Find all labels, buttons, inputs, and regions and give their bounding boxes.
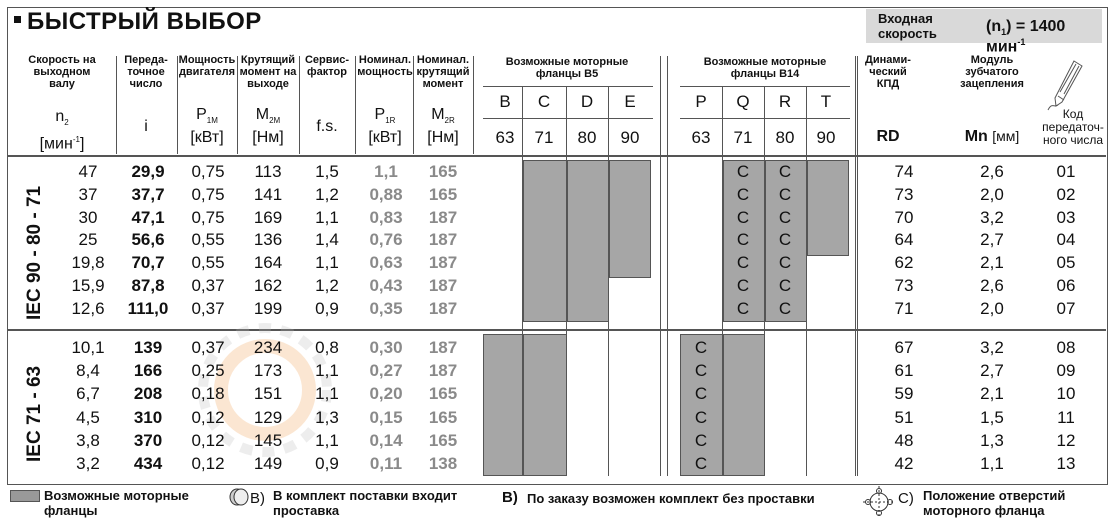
cell-code: 08 xyxy=(1056,338,1076,357)
cell-rd: 70 xyxy=(894,207,914,227)
flange-c-marker: C xyxy=(694,361,708,381)
header-code: Код передаточ- ного числа xyxy=(1042,107,1104,147)
header-power: Мощность двигателя xyxy=(178,54,236,78)
cell-p1r: 0,15 xyxy=(369,407,403,427)
flange-b14-size: 90 xyxy=(816,128,836,147)
cell-mn: 2,6 xyxy=(980,276,1004,295)
cell-m2r: 187 xyxy=(428,230,458,250)
cell-fs: 1,3 xyxy=(315,407,339,427)
cell-n2: 3,8 xyxy=(76,430,100,450)
divider xyxy=(660,56,661,476)
flange-c-marker: C xyxy=(778,276,792,295)
page-title: БЫСТРЫЙ ВЫБОР xyxy=(14,8,262,36)
flange-c-marker: C xyxy=(694,454,708,473)
header-module: Модуль зубчатого зацепления xyxy=(960,54,1024,90)
cell-fs: 0,8 xyxy=(315,338,339,357)
cell-m2r: 138 xyxy=(428,454,458,473)
input-speed-box: Входная скорость $(n_1) = 1400$ мин$^{-1}$ xyxy=(866,9,1102,43)
legend-b-order: По заказу возможен комплект без проставки xyxy=(527,491,815,506)
cell-code: 09 xyxy=(1056,361,1076,381)
flange-c-marker: C xyxy=(736,253,750,273)
cell-code: 07 xyxy=(1056,298,1076,318)
flange-b14-size: 71 xyxy=(733,128,753,147)
cell-rd: 59 xyxy=(894,384,914,404)
cell-m2m: 113 xyxy=(254,162,282,181)
cell-code: 13 xyxy=(1056,454,1076,473)
cell-i: 111,0 xyxy=(127,298,169,318)
cell-rd: 64 xyxy=(894,230,914,250)
cell-fs: 0,9 xyxy=(315,298,339,318)
cell-i: 434 xyxy=(133,454,163,473)
flange-availability-bar xyxy=(609,160,651,278)
cell-mn: 2,7 xyxy=(980,230,1004,250)
cell-mn: 2,1 xyxy=(980,253,1004,273)
cell-mn: 2,0 xyxy=(980,184,1004,204)
cell-mn: 1,5 xyxy=(980,407,1004,427)
cell-mn: 2,6 xyxy=(980,162,1004,181)
cell-fs: 1,1 xyxy=(315,384,339,404)
header-nom-power-symbol: $P_{1R}$ [кВт] xyxy=(368,106,402,147)
cell-p1m: 0,12 xyxy=(191,430,225,450)
divider xyxy=(177,56,178,154)
flange-c-marker: C xyxy=(778,184,792,204)
cell-rd: 51 xyxy=(894,407,914,427)
cell-p1r: 0,14 xyxy=(369,430,403,450)
flange-c-marker: C xyxy=(778,230,792,250)
spacer-icon xyxy=(227,487,251,507)
header-efficiency: Динами- ческий КПД xyxy=(865,54,911,90)
cell-m2r: 187 xyxy=(428,253,458,273)
cell-n2: 8,4 xyxy=(76,361,100,381)
flange-b5-size: 90 xyxy=(620,128,640,147)
cell-p1r: 0,88 xyxy=(369,184,403,204)
flange-c-marker: C xyxy=(736,162,750,181)
cell-code: 01 xyxy=(1056,162,1076,181)
group-label-iec-71-63: IEC 71 - 63 xyxy=(24,365,45,462)
cell-n2: 19,8 xyxy=(71,253,105,273)
cell-m2r: 187 xyxy=(428,207,458,227)
cell-p1r: 0,30 xyxy=(369,338,403,357)
cell-m2r: 187 xyxy=(428,276,458,295)
cell-mn: 1,3 xyxy=(980,430,1004,450)
cell-m2r: 165 xyxy=(428,407,458,427)
cell-m2m: 164 xyxy=(253,253,283,273)
cell-m2m: 199 xyxy=(253,298,283,318)
cell-fs: 0,9 xyxy=(315,454,339,473)
cell-rd: 71 xyxy=(894,298,914,318)
divider xyxy=(857,56,858,476)
cell-p1m: 0,55 xyxy=(191,253,225,273)
cell-p1m: 0,37 xyxy=(191,276,225,295)
divider xyxy=(8,329,1106,331)
cell-p1r: 0,43 xyxy=(369,276,403,295)
cell-fs: 1,1 xyxy=(315,361,339,381)
flange-availability-bar xyxy=(523,334,567,476)
header-b5: Возможные моторные фланцы B5 xyxy=(505,56,629,80)
cell-p1r: 0,27 xyxy=(369,361,403,381)
flange-availability-bar xyxy=(807,160,849,256)
divider xyxy=(473,56,474,154)
cell-p1r: 0,83 xyxy=(369,207,403,227)
cell-fs: 1,2 xyxy=(315,276,339,295)
flange-c-marker: C xyxy=(778,207,792,227)
cell-p1m: 0,18 xyxy=(191,384,225,404)
cell-n2: 4,5 xyxy=(76,407,100,427)
flange-c-marker: C xyxy=(736,276,750,295)
header-power-symbol: $P_{1M}$ [кВт] xyxy=(190,106,224,147)
cell-code: 04 xyxy=(1056,230,1076,250)
cell-n2: 3,2 xyxy=(76,454,100,473)
header-service-symbol: f.s. xyxy=(316,118,338,135)
flange-c-marker: C xyxy=(694,407,708,427)
divider xyxy=(855,56,856,476)
cell-p1r: 1,1 xyxy=(374,162,398,181)
cell-p1m: 0,75 xyxy=(191,207,225,227)
cell-i: 37,7 xyxy=(131,184,165,204)
divider xyxy=(667,56,668,476)
flange-availability-bar xyxy=(723,334,765,476)
cell-m2m: 151 xyxy=(253,384,283,404)
cell-p1r: 0,76 xyxy=(369,230,403,250)
cell-p1m: 0,12 xyxy=(191,407,225,427)
cell-mn: 2,1 xyxy=(980,384,1004,404)
divider xyxy=(483,118,653,119)
cell-n2: 6,7 xyxy=(76,384,100,404)
flange-availability-bar xyxy=(523,160,567,322)
cell-n2: 25 xyxy=(78,230,98,250)
cell-n2: 37 xyxy=(78,184,98,204)
flange-availability-bar xyxy=(567,160,609,322)
cell-p1m: 0,75 xyxy=(191,162,225,181)
cell-p1m: 0,75 xyxy=(191,184,225,204)
header-speed-symbol: $n_2$ [мин$^{-1}$] xyxy=(39,108,85,153)
flange-b5-size: 80 xyxy=(577,128,597,147)
legend-c-symbol: C) xyxy=(898,490,914,507)
cell-i: 70,7 xyxy=(131,253,165,273)
cell-fs: 1,2 xyxy=(315,184,339,204)
cell-p1m: 0,12 xyxy=(191,454,225,473)
cell-mn: 3,2 xyxy=(980,338,1004,357)
legend-b-kit-symbol: B) xyxy=(250,490,265,507)
header-torque: Крутящий момент на выходе xyxy=(239,54,297,90)
legend-b-kit: В комплект поставки входит проставка xyxy=(273,488,458,518)
cell-rd: 48 xyxy=(894,430,914,450)
cell-n2: 30 xyxy=(78,207,98,227)
flange-b5-letter: D xyxy=(580,92,594,111)
cell-code: 11 xyxy=(1057,407,1075,427)
cell-i: 47,1 xyxy=(131,207,165,227)
group-label-iec-90-80-71: IEC 90 - 80 - 71 xyxy=(24,185,45,320)
divider xyxy=(413,56,414,154)
flange-c-marker: C xyxy=(736,207,750,227)
cell-m2m: 149 xyxy=(253,454,283,473)
cell-rd: 61 xyxy=(894,361,914,381)
header-ratio: Переда- точное число xyxy=(124,54,168,90)
legend-c-position: Положение отверстий моторного фланца xyxy=(923,488,1066,518)
flange-b14-letter: T xyxy=(820,92,832,111)
cell-p1m: 0,25 xyxy=(191,361,225,381)
flange-b5-letter: E xyxy=(624,92,636,111)
cell-code: 05 xyxy=(1056,253,1076,273)
divider xyxy=(680,118,850,119)
cell-p1m: 0,37 xyxy=(191,338,225,357)
cell-m2m: 145 xyxy=(253,430,283,450)
flange-b14-size: 63 xyxy=(691,128,711,147)
divider xyxy=(680,86,850,87)
cell-m2r: 165 xyxy=(428,184,458,204)
cell-p1r: 0,20 xyxy=(369,384,403,404)
header-service: Сервис- фактор xyxy=(304,54,350,78)
cell-m2m: 141 xyxy=(253,184,283,204)
cell-m2m: 129 xyxy=(253,407,283,427)
cell-m2m: 162 xyxy=(253,276,283,295)
cell-rd: 73 xyxy=(894,184,914,204)
cell-m2r: 165 xyxy=(428,430,458,450)
header-nom-power: Номинал. мощность xyxy=(357,54,413,78)
flange-holes-icon xyxy=(862,485,896,519)
cell-code: 12 xyxy=(1056,430,1076,450)
cell-code: 10 xyxy=(1056,384,1076,404)
flange-availability-bar xyxy=(483,334,523,476)
cell-rd: 62 xyxy=(894,253,914,273)
legend-flanges: Возможные моторные фланцы xyxy=(44,488,189,518)
flange-b5-size: 63 xyxy=(495,128,515,147)
cell-fs: 1,1 xyxy=(315,253,339,273)
cell-m2r: 165 xyxy=(428,384,458,404)
cell-m2m: 136 xyxy=(253,230,283,250)
divider xyxy=(355,56,356,154)
cell-p1m: 0,55 xyxy=(191,230,225,250)
cell-n2: 47 xyxy=(78,162,98,181)
cell-i: 166 xyxy=(133,361,163,381)
header-b14: Возможные моторные фланцы B14 xyxy=(703,56,827,80)
cell-rd: 74 xyxy=(894,162,914,181)
cell-p1r: 0,63 xyxy=(369,253,403,273)
header-module-symbol: Mn [мм] xyxy=(964,128,1020,145)
cell-n2: 15,9 xyxy=(71,276,105,295)
cell-mn: 3,2 xyxy=(980,207,1004,227)
flange-b5-letter: C xyxy=(537,92,551,111)
cell-m2m: 234 xyxy=(253,338,283,357)
pencil-icon xyxy=(1046,58,1086,114)
header-nom-torque: Номинал. крутящий момент xyxy=(416,54,470,90)
cell-mn: 1,1 xyxy=(980,454,1004,473)
cell-fs: 1,5 xyxy=(315,162,339,181)
header-ratio-symbol: i xyxy=(144,118,148,135)
header-nom-torque-symbol: $M_{2R}$ [Нм] xyxy=(427,106,459,147)
cell-m2r: 187 xyxy=(428,298,458,318)
divider xyxy=(237,56,238,154)
flange-c-marker: C xyxy=(778,253,792,273)
flange-c-marker: C xyxy=(736,298,750,318)
cell-code: 02 xyxy=(1056,184,1076,204)
cell-i: 310 xyxy=(133,407,163,427)
cell-n2: 12,6 xyxy=(71,298,105,318)
divider xyxy=(8,155,1106,157)
cell-i: 370 xyxy=(133,430,163,450)
legend-swatch xyxy=(10,490,40,502)
cell-m2m: 169 xyxy=(253,207,283,227)
flange-c-marker: C xyxy=(736,230,750,250)
cell-mn: 2,0 xyxy=(980,298,1004,318)
cell-m2r: 187 xyxy=(428,338,458,357)
divider xyxy=(483,86,653,87)
header-torque-symbol: $M_{2M}$ [Нм] xyxy=(252,106,284,147)
cell-i: 56,6 xyxy=(131,230,165,250)
flange-c-marker: C xyxy=(694,338,708,357)
cell-rd: 42 xyxy=(894,454,914,473)
flange-b14-letter: R xyxy=(778,92,792,111)
cell-fs: 1,1 xyxy=(315,207,339,227)
cell-n2: 10,1 xyxy=(71,338,105,357)
cell-i: 87,8 xyxy=(131,276,165,295)
cell-m2r: 165 xyxy=(428,162,458,181)
cell-i: 29,9 xyxy=(131,162,165,181)
cell-i: 208 xyxy=(133,384,163,404)
cell-p1r: 0,11 xyxy=(369,454,403,473)
flange-c-marker: C xyxy=(778,298,792,318)
cell-mn: 2,7 xyxy=(980,361,1004,381)
flange-b5-size: 71 xyxy=(534,128,554,147)
flange-c-marker: C xyxy=(694,384,708,404)
cell-p1m: 0,37 xyxy=(191,298,225,318)
divider xyxy=(299,56,300,154)
header-speed: Скорость на выходном валу xyxy=(28,54,96,90)
flange-b14-letter: Q xyxy=(736,92,750,111)
flange-c-marker: C xyxy=(736,184,750,204)
cell-fs: 1,4 xyxy=(315,230,339,250)
header-efficiency-symbol: RD xyxy=(876,128,900,145)
cell-p1r: 0,35 xyxy=(369,298,403,318)
cell-code: 03 xyxy=(1056,207,1076,227)
flange-c-marker: C xyxy=(694,430,708,450)
cell-i: 139 xyxy=(133,338,163,357)
flange-b14-letter: P xyxy=(695,92,707,111)
flange-b14-size: 80 xyxy=(775,128,795,147)
cell-code: 06 xyxy=(1056,276,1076,295)
divider xyxy=(116,56,117,154)
cell-m2m: 173 xyxy=(253,361,283,381)
cell-rd: 67 xyxy=(894,338,914,357)
cell-rd: 73 xyxy=(894,276,914,295)
legend-b-order-symbol: B) xyxy=(502,489,518,506)
flange-b5-letter: B xyxy=(499,92,511,111)
flange-c-marker: C xyxy=(778,162,792,181)
cell-m2r: 187 xyxy=(428,361,458,381)
cell-fs: 1,1 xyxy=(315,430,339,450)
